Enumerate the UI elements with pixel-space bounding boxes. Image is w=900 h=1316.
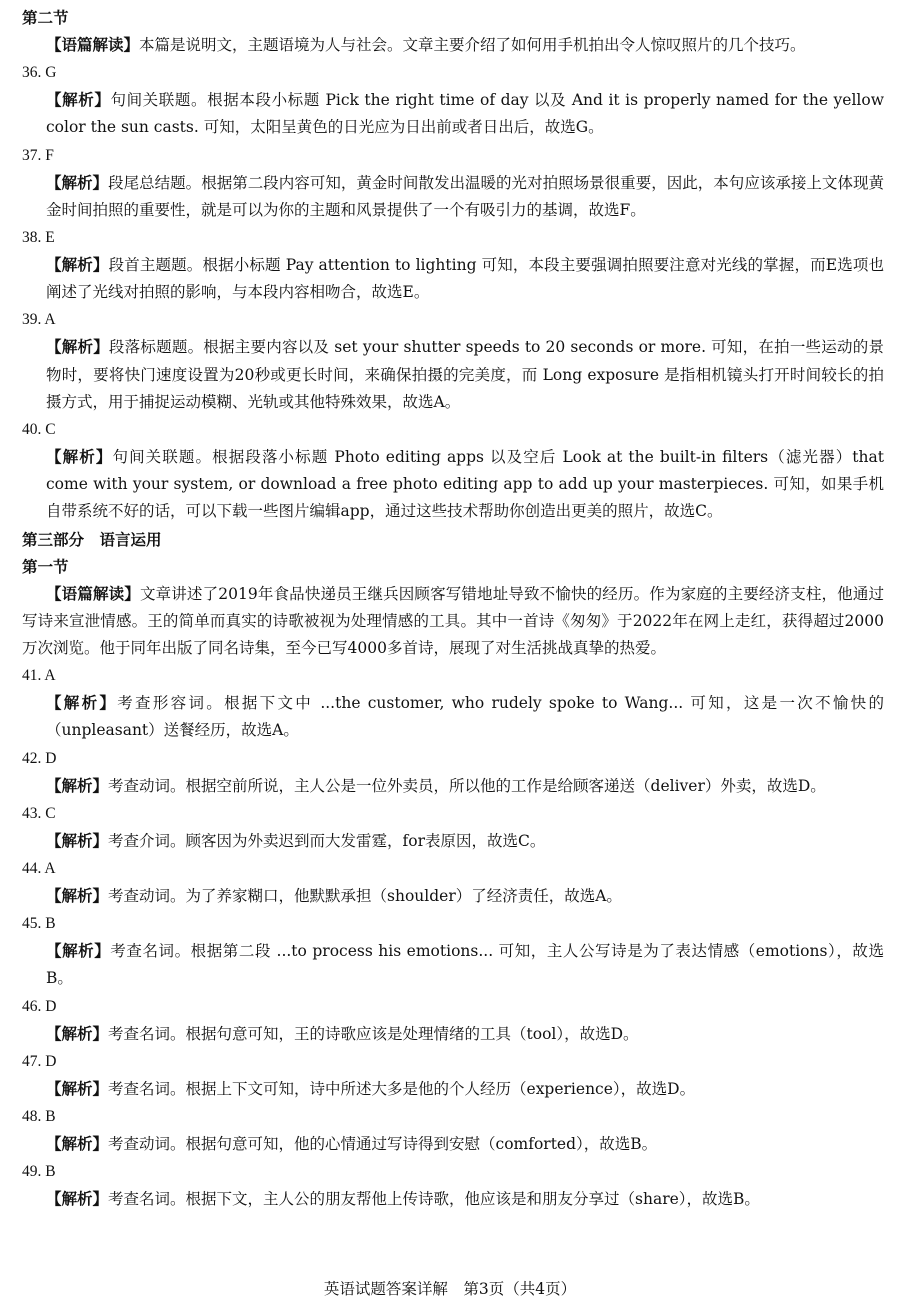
answer-explanation [22,827,884,855]
answer-number: 49. B [22,1163,56,1181]
analysis-text: 考查动词。根据空前所说，主人公是一位外卖员，所以他的工作是给顾客递送（deliver）外卖，故选D。 [108,776,826,795]
analysis-tag: 【解析】 [46,1078,109,1098]
answer-explanation [22,772,884,800]
analysis-text: 考查名词。根据下文，主人公的朋友帮他上传诗歌，他应该是和朋友分享过（share），故选B。 [108,1190,760,1209]
answer-explanation [22,1075,884,1103]
answer-explanation [22,1130,884,1158]
answer-number: 41. A [22,667,56,685]
analysis-tag: 【解析】 [46,886,109,906]
answer-list-language [22,662,884,1213]
answer-number: 44. A [22,860,56,878]
page-footer: 英语试题答案详解 第3页（共4页） [323,1280,577,1298]
answer-explanation [22,443,884,526]
answer-explanation [22,169,884,224]
reading-text: 本篇是说明文，主题语境为人与社会。文章主要介绍了如何用手机拍出令人惊叹照片的几个技巧。 [139,36,806,54]
analysis-tag: 【解析】 [46,255,109,275]
analysis-text: 句间关联题。根据本段小标题 Pick the right time of day 以及 And it is properly named for the yellow color the sun casts. 可知，太阳呈黄色的日光应为日出前或者日出后，故选G。 [46,91,884,137]
analysis-tag: 【解析】 [46,90,111,110]
analysis-text: 考查动词。根据句意可知，他的心情通过写诗得到安慰（comforted），故选B。 [108,1135,658,1154]
answer-explanation [22,689,884,744]
answer-number: 43. C [22,804,56,822]
answer-number: 37. F [22,146,54,164]
section-heading: 第二节 [22,8,69,27]
answer-list-reading [22,59,884,525]
answer-explanation [22,882,884,910]
answer-number: 36. G [22,64,57,82]
reading-summary [22,580,884,663]
analysis-text: 段尾总结题。根据第二段内容可知，黄金时间散发出温暖的光对拍照场景很重要，因此，本句应该承接上文体现黄金时间拍照的重要性，就是可以为你的主题和风景提供了一个有吸引力的基调，故选F。 [46,173,884,219]
reading-text: 文章讲述了2019年食品快递员王继兵因顾客写错地址导致不愉快的经历。作为家庭的主要经济支柱，他通过写诗来宣泄情感。王的简单而真实的诗歌被视为处理情感的工具。其中一首诗《匆匆》于2022年在网上走红，获得超过2000万次浏览。他于同年出版了同名诗集，至今已写4000多首诗，展现了对生活挑战真挚的热爱。 [22,584,884,658]
part-heading: 第三部分 语言运用 [22,529,162,549]
answer-number: 48. B [22,1108,56,1126]
analysis-tag: 【解析】 [46,337,109,357]
section-heading: 第一节 [22,556,69,576]
analysis-text: 考查形容词。根据下文中 ...the customer, who rudely spoke to Wang... 可知，这是一次不愉快的（unpleasant）送餐经历，故选A。 [46,694,884,740]
analysis-text: 考查动词。为了养家糊口，他默默承担（shoulder）了经济责任，故选A。 [108,887,622,906]
analysis-text: 句间关联题。根据段落小标题 Photo editing apps 以及空后 Look at the built-in filters（滤光器）that come with your system, or download a free photo editing app to add up your masterpieces. 可知，如果手机自带系统不好的话，可以下载一些图片编辑app，通过这些技术帮助你创造出更美的照片，故选C。 [46,448,884,521]
answer-explanation [22,86,884,141]
reading-tag: 【语篇解读】 [46,35,140,54]
analysis-tag: 【解析】 [46,693,118,713]
analysis-tag: 【解析】 [46,775,109,795]
answer-number: 39. A [22,311,56,329]
analysis-tag: 【解析】 [46,1189,109,1209]
answer-number: 46. D [22,997,57,1015]
reading-summary [22,31,884,59]
analysis-text: 考查名词。根据句意可知，王的诗歌应该是处理情绪的工具（tool），故选D。 [108,1024,639,1043]
analysis-text: 考查介词。顾客因为外卖迟到而大发雷霆，for表原因，故选C。 [108,831,546,850]
reading-tag: 【语篇解读】 [46,583,140,603]
answer-number: 38. E [22,229,55,247]
answer-explanation [22,937,884,992]
answer-explanation [22,1020,884,1048]
answer-number: 47. D [22,1052,57,1070]
analysis-text: 段首主题题。根据小标题 Pay attention to lighting 可知，本段主要强调拍照要注意对光线的掌握，而E选项也阐述了光线对拍照的影响，与本段内容相吻合，故选E。 [46,256,884,302]
analysis-text: 段落标题题。根据主要内容以及 set your shutter speeds to 20 seconds or more. 可知，在拍一些运动的景物时，要将快门速度设置为20秒或更长时间，来确保拍摄的完美度，而 Long exposure 是指相机镜头打开时间较长的拍摄方式，用于捕捉运动模糊、光轨或其他特殊效果，故选A。 [46,338,884,411]
analysis-tag: 【解析】 [46,830,109,850]
analysis-tag: 【解析】 [46,447,113,467]
analysis-text: 考查名词。根据第二段 ...to process his emotions... 可知，主人公写诗是为了表达情感（emotions），故选B。 [46,942,884,988]
analysis-text: 考查名词。根据上下文可知，诗中所述大多是他的个人经历（experience），故选D。 [108,1079,696,1098]
analysis-tag: 【解析】 [46,941,111,961]
answer-number: 40. C [22,421,56,439]
answer-explanation [22,1185,884,1213]
answer-explanation [22,333,884,416]
answer-number: 42. D [22,749,57,767]
analysis-tag: 【解析】 [46,172,109,192]
answer-page [22,4,884,1213]
analysis-tag: 【解析】 [46,1134,109,1154]
analysis-tag: 【解析】 [46,1023,109,1043]
answer-number: 45. B [22,915,56,933]
answer-explanation [22,251,884,306]
